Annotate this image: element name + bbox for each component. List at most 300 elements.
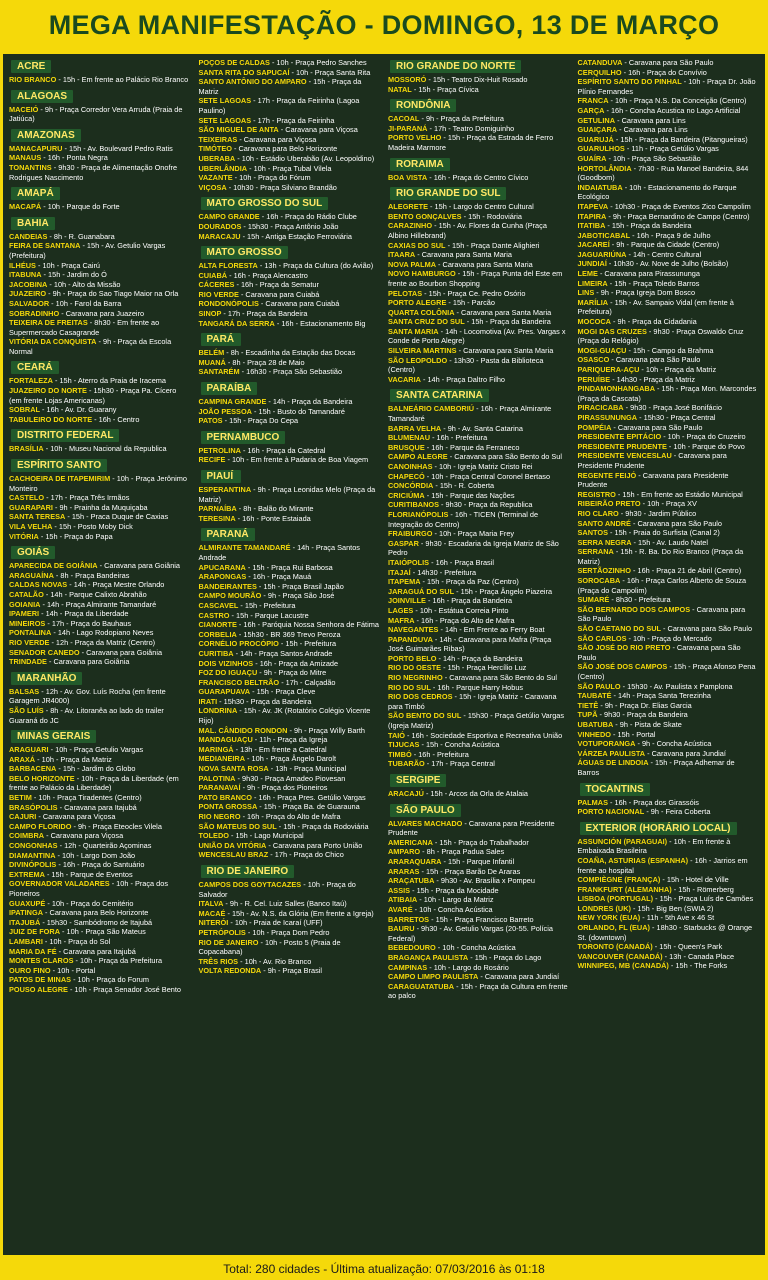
event-entry <box>576 77 762 96</box>
city-name: BRASÓPOLIS <box>9 802 58 812</box>
city-name: RIO BRANCO <box>9 75 57 84</box>
city-name: JUIZ DE FORA <box>9 927 61 937</box>
city-name: CACHOEIRA DE ITAPEMIRIM <box>9 474 111 484</box>
event-entry <box>7 600 193 610</box>
event-detail: - 14h30 - Prefeitura <box>410 567 477 577</box>
event-entry <box>197 831 383 841</box>
event-entry <box>197 649 383 659</box>
event-detail: - Caravana para Viçosa <box>36 812 116 822</box>
event-detail: - 15h - Busto do Tamandaré <box>251 406 345 416</box>
event-detail: - 9h - Av. Santa Catarina <box>441 423 523 433</box>
event-detail: - 9h - Prainha da Muquiçaba <box>52 502 148 512</box>
event-detail: - 15h - Praça da Bandeira (Pitangueiras) <box>613 134 748 144</box>
event-entry <box>197 678 383 688</box>
city-name: MOCOCA <box>577 317 611 327</box>
event-detail: - 11h - Praça Getúlio Vargas <box>624 144 719 154</box>
city-name: RIO NEGRO <box>198 812 241 821</box>
event-entry <box>7 745 193 755</box>
event-detail: - 15h - Praça Ba. de Guarauna <box>257 802 360 812</box>
event-entry <box>386 711 572 730</box>
event-detail: - 15h - Praça Punta del Este em frente ao Bourbon Shopping <box>388 269 563 288</box>
city-name: TIJUCAS <box>388 740 420 750</box>
event-entry <box>197 358 383 368</box>
event-detail: - 8h - Av. Litoranêa ao lado do trailer Guaraná do JC <box>9 705 164 725</box>
event-entry <box>7 289 193 299</box>
event-detail: - 15h - Arcos da Orla de Atalaia <box>423 789 528 798</box>
city-name: ESPÍRITO SANTO DO PINHAL <box>577 77 682 87</box>
city-name: ITATIBA <box>577 221 606 231</box>
event-entry <box>7 405 193 415</box>
event-detail: - 10h - Praça Central Coronel Bertaso <box>424 471 551 481</box>
event-detail: - 15h - Praça Barão De Araras <box>419 866 521 876</box>
event-detail: - 9h - Praça da Escola Normal <box>9 337 172 356</box>
event-entry <box>7 774 193 793</box>
event-entry <box>386 819 572 838</box>
city-name: ARARAQUARA <box>388 856 442 866</box>
event-detail: - 17h - Praça do Bauhaus <box>45 618 132 628</box>
event-detail: - 10h - Praça do Cruzeiro <box>661 432 746 442</box>
event-detail: - Caravana para Pirassununga <box>597 269 700 279</box>
event-detail: - 12h - Praça da Matriz (Centro) <box>49 637 156 647</box>
event-entry <box>576 288 762 298</box>
event-detail: - 15h - Praça da Matriz <box>198 77 362 96</box>
event-detail: - 10h - Praça do Forum <box>71 975 149 985</box>
event-entry <box>197 77 383 96</box>
event-detail: - 15h - Praça Ce. Pedro Osório <box>422 288 526 298</box>
event-entry <box>386 202 572 212</box>
event-entry <box>197 966 383 976</box>
event-detail: - 16h - Praça da Amizade <box>253 658 339 668</box>
event-entry <box>7 706 193 725</box>
city-name: GUARUJÁ <box>577 134 614 144</box>
city-name: BETIM <box>9 793 32 803</box>
city-name: NOVO HAMBURGO <box>388 269 456 279</box>
event-entry <box>576 547 762 566</box>
event-detail: - 9h - Praça da Cidadania <box>610 317 697 327</box>
city-name: MONTES CLAROS <box>9 956 74 966</box>
city-name: MANDAGUAÇU <box>198 735 253 745</box>
city-name: AVARÉ <box>388 904 413 914</box>
city-name: APARECIDA DE GOIÂNIA <box>9 561 98 571</box>
event-detail: - 10h - Estacionamento do Parque Ecológico <box>577 182 737 202</box>
state-block <box>197 331 383 377</box>
event-detail: - 17h - Praça da Feirinha <box>251 115 335 125</box>
city-name: SANTA TERESA <box>9 512 66 522</box>
city-name: ESPERANTINA <box>198 485 252 494</box>
event-detail: - 8h - Balão do Mirante <box>236 504 314 514</box>
city-name: HORTOLÂNDIA <box>577 163 632 173</box>
event-detail: - 13h - Em frente a Catedral <box>233 744 327 754</box>
event-entry <box>576 135 762 145</box>
event-detail: - 14h - Praça da Liberdade <box>39 609 129 619</box>
event-detail: - 9h - R. Cel. Luiz Salles (Banco Itaú) <box>223 899 347 909</box>
city-name: PETROLINA <box>198 445 241 455</box>
event-detail: - 16h - Praça do Rádio Clube <box>259 212 357 222</box>
event-entry <box>197 850 383 860</box>
event-detail: - 14h - Praça Santos Andrade <box>233 648 333 658</box>
event-entry <box>7 232 193 242</box>
event-entry <box>7 657 193 667</box>
city-name: MOGI DAS CRUZES <box>577 326 647 336</box>
city-name: NOVA SANTA ROSA <box>198 764 269 774</box>
city-name: WENCESLAU BRAZ <box>198 850 269 860</box>
city-name: BARRETOS <box>388 914 430 924</box>
city-name: UBATUBA <box>577 719 614 729</box>
city-name: APUCARANA <box>198 562 246 572</box>
city-name: JUNDIAÍ <box>577 259 607 269</box>
event-entry <box>576 807 762 817</box>
city-name: VITÓRIA <box>9 531 39 541</box>
city-name: PINDAMONHANGABA <box>577 384 656 394</box>
event-detail: - 15h - Av. Boulevard Pedro Ratis <box>62 143 173 153</box>
event-detail: - 10h - Praça Ângelo Darolt <box>245 754 337 764</box>
event-detail: - 15h - Antiga Estação Ferroviária <box>240 231 352 241</box>
event-entry <box>386 424 572 434</box>
event-entry <box>386 452 572 462</box>
event-entry <box>576 96 762 106</box>
city-name: MOSSORÓ <box>388 75 427 84</box>
event-detail: - 10h - Praça do Salvador <box>198 879 356 899</box>
event-entry <box>197 697 383 707</box>
event-entry <box>7 609 193 619</box>
city-name: MOGI-GUAÇU <box>577 345 627 355</box>
event-entry <box>576 164 762 183</box>
event-entry <box>386 500 572 510</box>
city-name: SÃO MIGUEL DE ANTA <box>198 125 279 135</box>
city-name: COMPIÈGNE (FRANÇA) <box>577 875 661 885</box>
state-heading: PARANÁ <box>201 528 255 541</box>
event-detail: - 15h - Praça Mon. Marcondes (Praça da Cascata) <box>577 384 757 403</box>
event-detail: - 15h30 - Sambódromo de Itajubá <box>40 917 153 927</box>
city-name: PAPANDUVA <box>388 634 433 644</box>
event-detail: - 15h - Praça Toledo Barros <box>607 278 700 288</box>
event-entry <box>197 630 383 640</box>
event-detail: - 8h - Praça 28 de Maio <box>225 357 305 367</box>
event-detail: - 16h - Paróquia Nossa Senhora de Fátima <box>236 620 379 630</box>
event-entry <box>7 590 193 600</box>
city-name: CERQUILHO <box>577 67 622 77</box>
state-block <box>386 156 572 183</box>
city-name: ARACAJÚ <box>388 789 424 798</box>
event-entry <box>7 270 193 280</box>
event-entry <box>7 937 193 947</box>
city-name: GUARAPARI <box>9 502 53 512</box>
event-entry <box>7 386 193 405</box>
state-block <box>7 359 193 424</box>
event-detail: - 16h - Ponte Estaiada <box>235 513 311 523</box>
city-name: DOURADOS <box>198 221 242 231</box>
event-entry <box>197 397 383 407</box>
event-detail: - Caravana para São Paulo <box>577 604 746 624</box>
event-detail: - 14h - Lago Rodopiano Neves <box>51 628 154 638</box>
event-entry <box>386 963 572 973</box>
city-name: CORBELIA <box>198 629 237 639</box>
event-detail: - 9h - Praça Corredor Vera Arruda (Praia de Jatiúca) <box>9 104 183 124</box>
event-entry <box>576 634 762 644</box>
city-name: CAMPO ALEGRE <box>388 452 448 462</box>
city-name: ARAGUARI <box>9 745 49 755</box>
event-detail: - 9h - Concha Acústica <box>635 739 712 749</box>
event-detail: - 10h - Estádio Uberabão (Av. Leopoldino) <box>235 153 375 163</box>
city-name: GASPAR <box>388 538 419 548</box>
event-entry <box>197 802 383 812</box>
city-name: PORTO ALEGRE <box>388 298 447 308</box>
event-entry <box>576 384 762 403</box>
city-name: SÃO LUÍS <box>9 705 44 715</box>
event-entry <box>576 154 762 164</box>
city-name: JOINVILLE <box>388 596 426 606</box>
event-detail: - Caravana para Goiânia <box>97 561 181 571</box>
event-entry <box>386 443 572 453</box>
event-detail: - 10h - Praça Tiradentes (Centro) <box>31 793 142 803</box>
city-name: CASTRO <box>198 610 230 620</box>
event-detail: - 15h - Big Ben (SWIA 2) <box>630 903 714 913</box>
event-detail: - 10h - Praça do Mercado <box>626 633 712 643</box>
city-name: UBERLÂNDIA <box>198 163 248 173</box>
state-heading: PARÁ <box>201 333 241 346</box>
city-name: PARNAÍBA <box>198 504 237 514</box>
event-entry <box>386 298 572 308</box>
city-name: SÃO JOSÉ DOS CAMPOS <box>577 662 668 672</box>
state-heading: MATO GROSSO DO SUL <box>201 197 329 210</box>
event-detail: - 15h - Praça da Paz (Centro) <box>420 577 519 587</box>
event-detail: - 15h - Aterro da Praia de Iracema <box>52 376 166 386</box>
event-entry <box>197 764 383 774</box>
event-detail: - 10h - Praça da Matriz <box>35 754 112 764</box>
city-name: QUARTA COLÔNIA <box>388 307 455 317</box>
city-name: GUAIÇARA <box>577 125 618 135</box>
event-detail: - Caravana para Belo Horizonte <box>43 908 149 918</box>
event-detail: - 8h - Praça Padua Sales <box>420 847 505 857</box>
event-detail: - 15h - Praça da Bandeira <box>464 317 551 327</box>
event-entry <box>576 259 762 269</box>
city-name: ITAPEMA <box>388 577 421 587</box>
city-name: SANTOS <box>577 528 608 538</box>
event-entry <box>576 279 762 289</box>
event-entry <box>197 367 383 377</box>
city-name: TIMÓTEO <box>198 144 232 154</box>
event-detail: - 15h - Rodoviária <box>461 211 523 221</box>
city-name: COAÑA, ASTURIAS (ESPANHA) <box>577 855 689 865</box>
city-name: JUAZEIRO DO NORTE <box>9 386 87 396</box>
city-name: BLUMENAU <box>388 433 431 443</box>
city-name: SÃO CARLOS <box>577 633 627 643</box>
event-entry <box>7 870 193 880</box>
city-name: FRANKFURT (ALEMANHA) <box>577 884 672 894</box>
city-name: FRANCA <box>577 96 609 106</box>
event-entry <box>197 446 383 456</box>
city-name: CAMPINA GRANDE <box>198 397 267 407</box>
city-name: MARÍLIA <box>577 297 609 307</box>
city-name: OURO FINO <box>9 965 51 975</box>
event-entry <box>7 309 193 319</box>
state-heading: PERNAMBUCO <box>201 431 286 444</box>
event-detail: - 9h - Praça Igreja Dom Bosco <box>594 288 696 298</box>
event-entry <box>197 563 383 573</box>
event-entry <box>576 490 762 500</box>
event-entry <box>197 899 383 909</box>
event-detail: - 13h - Praça Municipal <box>268 764 347 774</box>
city-name: JACOBINA <box>9 279 48 289</box>
event-entry <box>7 163 193 182</box>
city-name: SÃO PAULO <box>577 681 621 691</box>
city-name: CAMPO GRANDE <box>198 212 260 222</box>
state-block <box>576 820 762 971</box>
event-entry <box>576 58 762 68</box>
event-detail: - 9h - Parque da Cidade (Centro) <box>609 240 720 250</box>
event-detail: - 15h - Praça da Mocidade <box>410 885 499 895</box>
event-detail: - 12h - Av. Gov. Luís Rocha (em frente Garagem JR4000) <box>9 686 166 706</box>
city-name: MEDIANEIRA <box>198 754 246 764</box>
city-name: ARAPONGAS <box>198 572 247 582</box>
event-detail: - 17h - Praça Central <box>424 759 495 769</box>
event-detail: - Caravana para Lins <box>617 125 688 135</box>
event-detail: - 9h - Praça Leonidas Melo (Praça da Matriz) <box>198 485 376 504</box>
event-entry <box>386 558 572 568</box>
city-name: CÁCERES <box>198 280 235 290</box>
event-entry <box>7 571 193 581</box>
city-name: TABULEIRO DO NORTE <box>9 414 93 424</box>
event-detail: - 15h30 - Praça Pa. Cícero (em frente Lojas Americanas) <box>9 386 177 405</box>
city-name: CURITIBANOS <box>388 500 439 510</box>
event-detail: - 16h - Estacionamento Big <box>274 318 366 328</box>
city-name: UBERABA <box>198 153 236 163</box>
event-detail: - 10h - Concha Acústica <box>435 943 516 953</box>
event-detail: - 12h - Quarteirão Açominas <box>57 841 152 851</box>
event-entry <box>197 407 383 417</box>
event-detail: - 11h - 5th Ave x 46 St <box>640 913 715 923</box>
event-detail: - 10h - Av. Rio Branco <box>238 956 312 966</box>
city-name: WINNIPEG, MB (CANADÁ) <box>577 961 669 971</box>
event-detail: - 15h - Parque Lacustre <box>229 610 309 620</box>
city-name: DIVINÓPOLIS <box>9 860 57 870</box>
event-detail: - 17h - Praça da Feirinha (Lagoa Paulino) <box>198 96 360 115</box>
event-entry <box>197 639 383 649</box>
event-entry <box>7 755 193 765</box>
event-entry <box>7 985 193 995</box>
city-name: TEIXEIRAS <box>198 134 238 144</box>
city-name: POUSO ALEGRE <box>9 984 68 994</box>
event-detail: - 15h - Praca Duque de Caxias <box>65 512 169 522</box>
city-name: MINEIROS <box>9 618 46 628</box>
event-detail: - 15h - Av. JK (Rotatório Colégio Vicente Rijo) <box>198 706 371 726</box>
event-entry <box>7 956 193 966</box>
event-detail: - 10h - Praça Dom Pedro <box>245 927 330 937</box>
event-detail: - 15h - Jardim do Globo <box>56 764 136 774</box>
city-name: GOIANIA <box>9 599 41 609</box>
city-name: VILA VELHA <box>9 522 53 531</box>
event-detail: - 15h30 - Av. Paulista x Pamplona <box>620 681 733 691</box>
event-entry <box>7 241 193 260</box>
event-detail: - 8h30 - Em frente ao Supermercado Casagrande <box>9 318 160 337</box>
event-entry <box>7 337 193 356</box>
city-name: BANDEIRANTES <box>198 581 257 591</box>
event-entry <box>197 659 383 669</box>
event-detail: - Caravana para Santa Maria <box>415 250 512 260</box>
event-detail: - 9h30 - Praça José Bonifácio <box>623 403 722 413</box>
event-entry <box>197 154 383 164</box>
event-detail: - Caravana para Cuiabá <box>238 289 320 299</box>
event-entry <box>7 532 193 542</box>
city-name: PORTO NACIONAL <box>577 807 645 817</box>
city-name: CALDAS NOVAS <box>9 580 68 590</box>
event-entry <box>386 510 572 529</box>
event-detail: - 10h30 - Praça de Eventos Zico Campolim <box>608 201 751 211</box>
state-block <box>197 468 383 523</box>
columns-container <box>3 54 765 1255</box>
state-block <box>386 58 572 94</box>
city-name: AMPARO <box>388 847 421 857</box>
event-detail: - 15h - Av. Sampaio Vidal (em frente à Prefeitura) <box>577 297 734 317</box>
event-detail: - 15h - Praça da Cultura em frente ao palco <box>388 981 568 1001</box>
city-name: TORONTO (CANADÁ) <box>577 942 653 952</box>
event-entry <box>197 841 383 851</box>
event-entry <box>576 432 762 442</box>
event-detail: - 10h - Praça Cairú <box>35 260 101 270</box>
city-name: ALEGRETE <box>388 202 428 212</box>
event-entry <box>576 913 762 923</box>
city-name: SILVEIRA MARTINS <box>388 346 457 356</box>
event-entry <box>386 114 572 124</box>
event-entry <box>7 444 193 454</box>
event-entry <box>386 857 572 867</box>
city-name: CASTELO <box>9 493 45 503</box>
city-name: CANDEIAS <box>9 231 48 241</box>
event-detail: - 15h - Jardim do Ó <box>41 270 107 280</box>
event-entry <box>386 663 572 673</box>
city-name: MAFRA <box>388 615 415 625</box>
city-name: UNIÃO DA VITÓRIA <box>198 840 267 850</box>
event-detail: - Caravana para São Paulo <box>622 58 714 67</box>
state-heading: ESPÍRITO SANTO <box>11 459 107 472</box>
event-entry <box>576 923 762 942</box>
event-entry <box>386 905 572 915</box>
event-detail: - 10h - Praia de Icaraí (UFF) <box>228 918 323 928</box>
event-entry <box>386 346 572 356</box>
city-name: CUIABÁ <box>198 270 228 280</box>
state-heading: SÃO PAULO <box>390 804 461 817</box>
event-detail: - 9h30 - Escadaria da Igreja Matriz de São Pedro <box>388 538 559 558</box>
city-name: GUARAPUAVA <box>198 687 251 697</box>
state-heading: AMAPÁ <box>11 187 60 200</box>
event-detail: - Caravana para São Paulo <box>611 422 703 432</box>
event-entry <box>7 105 193 124</box>
event-entry <box>7 318 193 337</box>
event-detail: - 10h - Largo da Matriz <box>417 895 494 905</box>
event-detail: - 16h - Praça Alencastro <box>227 270 308 280</box>
event-entry <box>386 356 572 375</box>
city-name: ARARAS <box>388 866 420 876</box>
event-entry <box>386 462 572 472</box>
city-name: CAXIAS DO SUL <box>388 240 446 250</box>
event-entry <box>386 529 572 539</box>
city-name: BEBEDOURO <box>388 943 436 953</box>
event-entry <box>576 375 762 385</box>
event-detail: - 15h - Em frente ao Palácio Rio Branco <box>56 75 189 84</box>
event-detail: - 10h - Praça Jerônimo Monteiro <box>9 474 187 493</box>
city-name: PRESIDENTE EPITÁCIO <box>577 432 662 442</box>
event-detail: - 10h - Praça da Liberdade (em frente ao Palácio da Liberdade) <box>9 773 179 793</box>
event-entry <box>197 416 383 426</box>
event-detail: - Caravana para Santa Maria <box>436 259 533 269</box>
event-entry <box>7 975 193 985</box>
city-name: TRINDADE <box>9 657 47 667</box>
city-name: MACAÉ <box>198 908 226 918</box>
event-entry <box>386 895 572 905</box>
event-entry <box>7 153 193 163</box>
event-entry <box>7 822 193 832</box>
event-detail: - 15h - Praça Cívica <box>411 84 479 94</box>
